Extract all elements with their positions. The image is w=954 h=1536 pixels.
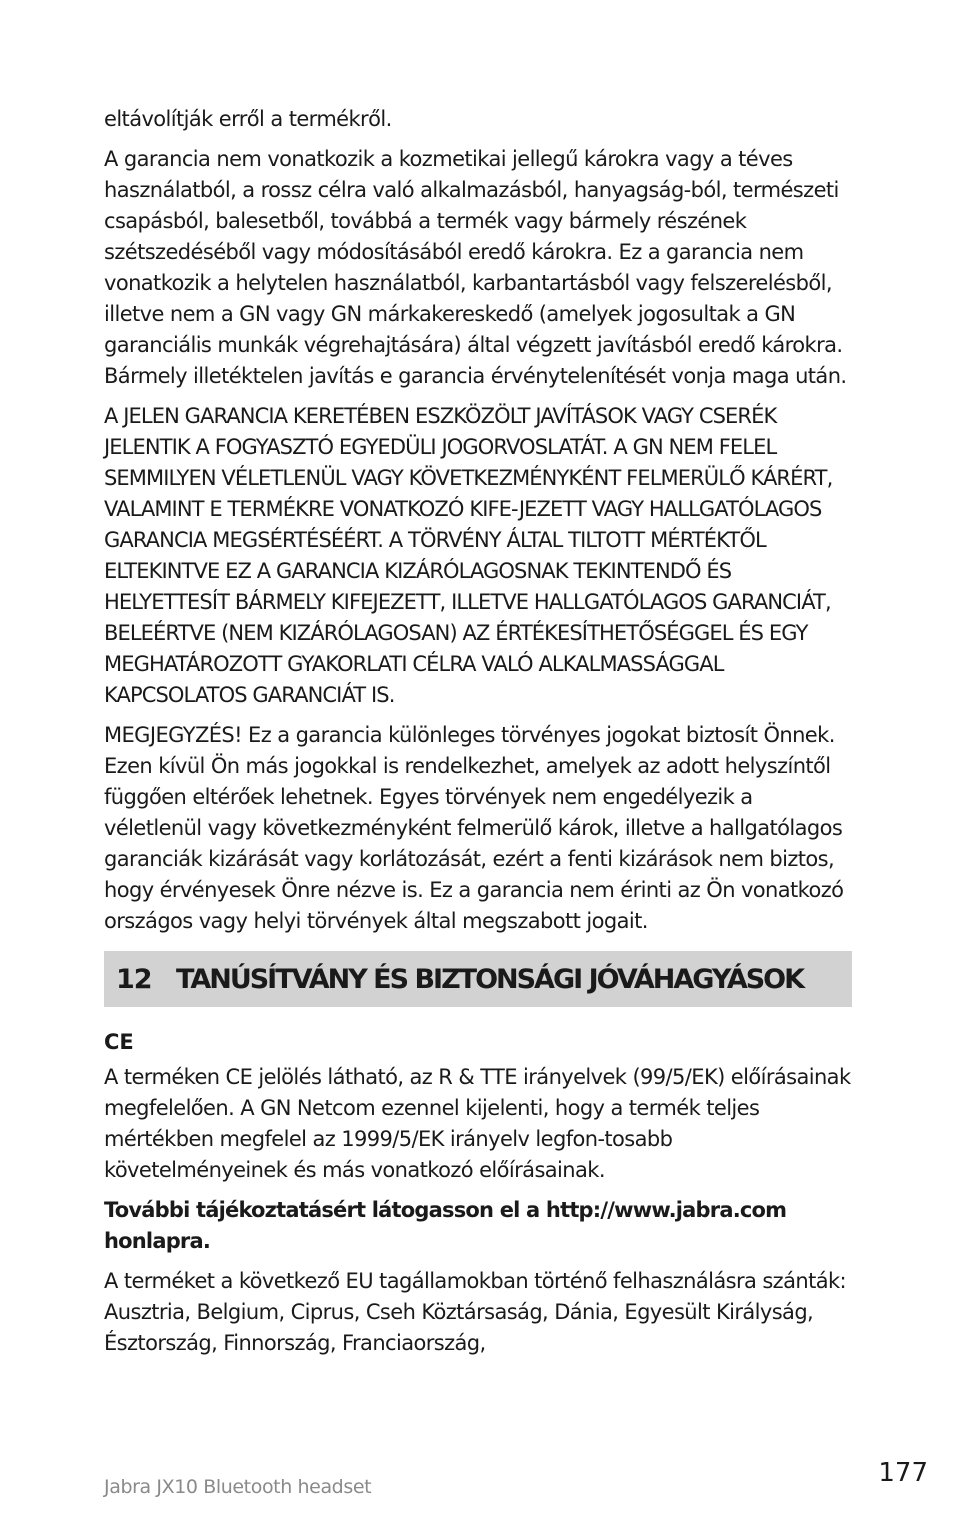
paragraph-ce-declaration: A terméken CE jelölés látható, az R & TTE irányelvek (99/5/EK) előírásainak megfelelően. A GN Netcom ezennel kijelenti, hogy a termék teljes mértékben megfelel az 1999/5/EK irányelv legfon-tosabb követelményeinek és más vonatkozó előírásainak.: [104, 1065, 851, 1182]
paragraph-warranty-exclusions: A garancia nem vonatkozik a kozmetikai jellegű károkra vagy a téves használatból, a rossz célra való alkalmazásból, hanyagság-ból, természeti csapásból, balesetből, továbbá a termék vagy bármely részének szétszedéséből vagy módosításából eredő károkra. Ez a garancia nem vonatkozik a helytelen használatból, karbantartásból vagy felszerelésből, illetve nem a GN vagy GN márkakereskedő (amelyek jogosultak a GN garanciális munkák végrehajtására) által végzett javításból eredő károkra. Bármely illetéktelen javítás e garancia érvénytelenítését vonja maga után.: [104, 147, 847, 388]
paragraph-eu-states: A terméket a következő EU tagállamokban történő felhasználásra szánták: Ausztria, Belgium, Ciprus, Cseh Köztársaság, Dánia, Egyesült Királyság, Észtország, Finnország, Franciaország,: [104, 1269, 847, 1355]
paragraph-continuation: eltávolítják erről a termékről.: [104, 107, 392, 131]
section-title: TANÚSÍTVÁNY ÉS BIZTONSÁGI JÓVÁHAGYÁSOK: [176, 963, 804, 995]
section-heading: [104, 951, 852, 1007]
section-number: 12: [116, 963, 152, 995]
paragraph-warranty-caps: A JELEN GARANCIA KERETÉBEN ESZKÖZÖLT JAVÍTÁSOK VAGY CSERÉK JELENTIK A FOGYASZTÓ EGYEDÜLI JOGORVOSLATÁT. A GN NEM FELEL SEMMILYEN VÉLETLENÜL VAGY KÖVETKEZMÉNYKÉNT FELMERÜLŐ KÁRÉRT, VALAMINT E TERMÉKRE VONATKOZÓ KIFE-JEZETT VAGY HALLGATÓLAGOS GARANCIA MEGSÉRTÉSÉÉRT. A TÖRVÉNY ÁLTAL TILTOTT MÉRTÉKTŐL ELTEKINTVE EZ A GARANCIA KIZÁRÓLAGOSNAK TEKINTENDŐ ÉS HELYETTESÍT BÁRMELY KIFEJEZETT, ILLETVE HALLGATÓLAGOS GARANCIÁT, BELEÉRTVE (NEM KIZÁRÓLAGOSAN) AZ ÉRTÉKESÍTHETŐSÉGGEL ÉS EGY MEGHATÁROZOTT GYAKORLATI CÉLRA VALÓ ALKALMASSÁGGAL KAPCSOLATOS GARANCIÁT IS.: [104, 404, 833, 707]
page-content: [104, 104, 852, 1368]
paragraph-more-info: További tájékoztatásért látogasson el a http://www.jabra.com honlapra.: [104, 1198, 787, 1253]
paragraph-note: MEGJEGYZÉS! Ez a garancia különleges törvényes jogokat biztosít Önnek. Ezen kívül Ön más jogokkal is rendelkezhet, amelyek az adott helyszíntől függően eltérőek lehetnek. Egyes törvények nem engedélyezik a véletlenül vagy következményként felmerülő károk, illetve a hallgatólagos garanciák kizárását vagy korlátozását, ezért a fenti kizárások nem biztos, hogy érvényesek Önre nézve is. Ez a garancia nem érinti az Ön vonatkozó országos vagy helyi törvények által megszabott jogait.: [104, 723, 844, 933]
page-number: 177: [878, 1458, 928, 1488]
ce-heading: CE: [104, 1030, 134, 1054]
footer-product-name: Jabra JX10 Bluetooth headset: [104, 1476, 372, 1498]
